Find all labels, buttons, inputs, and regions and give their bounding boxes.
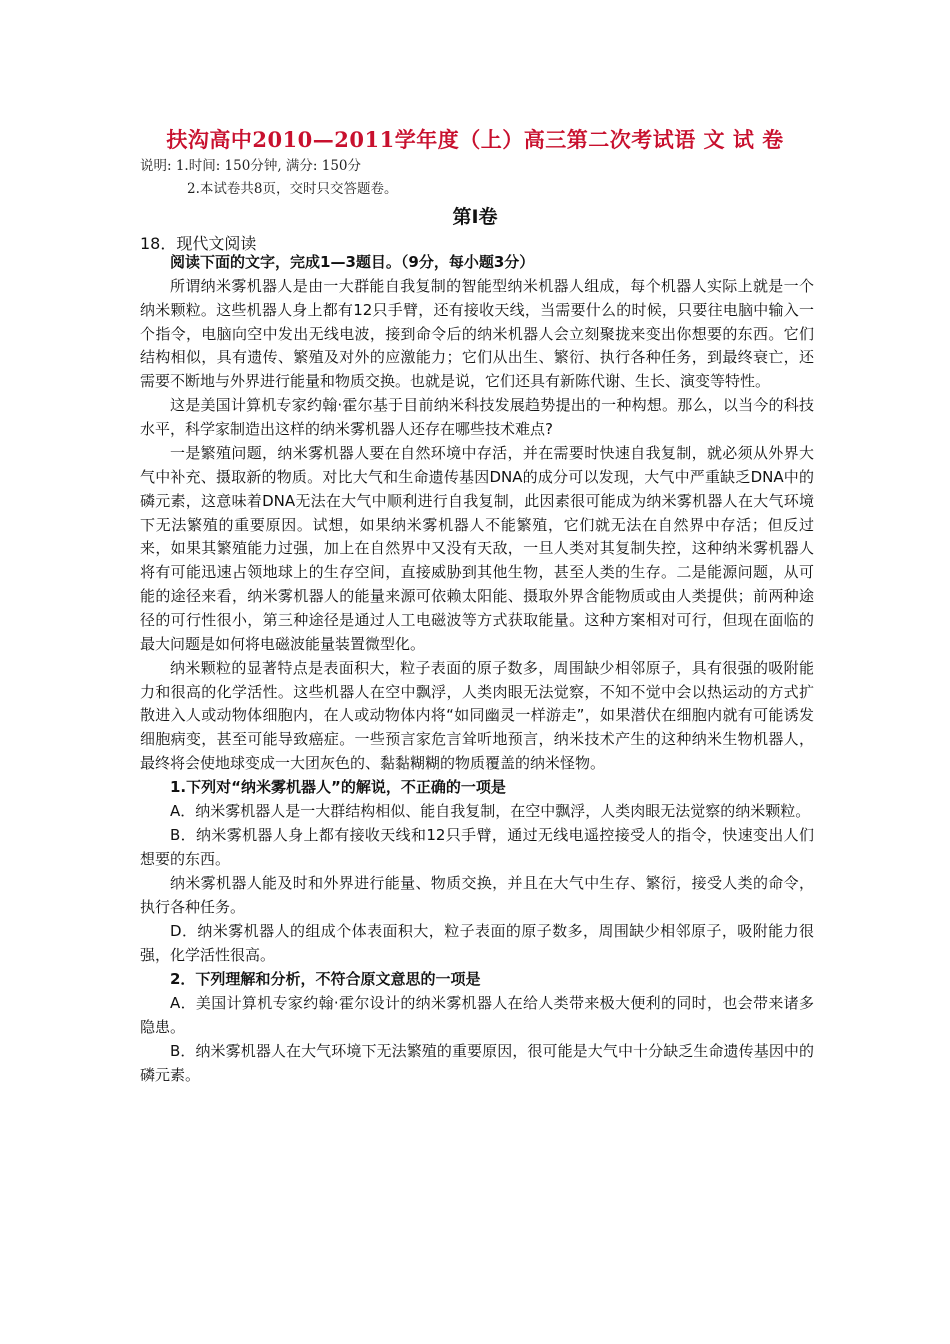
reading-instruction: 阅读下面的文字，完成1—3题目。（9分，每小题3分） [170,253,535,271]
question-stem: 1.下列对“纳米雾机器人”的解说，不正确的一项是 [170,778,506,797]
passage-paragraph: 所谓纳米雾机器人是由一大群能自我复制的智能型纳米机器人组成，每个机器人实际上就是一个纳米颗粒。这些机器人身上都有12只手臂，还有接收天线，当需要什么的时候，只要往电脑中输入一个指令，电脑向空中发出无线电波，接到命令后的纳米机器人会立刻聚拢来变出你想要的东西。它们结构相似，具有遗传、繁殖及对外的应激能力；它们从出生、繁衍、执行各种任务，到最终衰亡，还需要不断地与外界进行能量和物质交换。也就是说，它们还具有新陈代谢、生长、演变等特性。 [140,277,814,391]
passage-paragraph: 纳米颗粒的显著特点是表面积大，粒子表面的原子数多，周围缺少相邻原子，具有很强的吸附能力和很高的化学活性。这些机器人在空中飘浮，人类肉眼无法觉察，不知不觉中会以热运动的方式扩散进入人或动物体细胞内，在人或动物体内将“如同幽灵一样游走”，如果潜伏在细胞内就有可能诱发细胞病变，甚至可能导致癌症。一些预言家危言耸听地预言，纳米技术产生的这种纳米生物机器人，最终将会使地球变成一大团灰色的、黏黏糊糊的物质覆盖的纳米怪物。 [140,658,814,772]
question-option: 纳米雾机器人能及时和外界进行能量、物质交换，并且在大气中生存、繁衍，接受人类的命令，执行各种任务。 [140,874,814,916]
exam-title: 扶沟高中2010—2011学年度（上）高三第二次考试语 文 试 卷 [166,127,784,152]
section-heading: 18．现代文阅读 [140,234,257,253]
question-option: A．纳米雾机器人是一大群结构相似、能自我复制，在空中飘浮，人类肉眼无法觉察的纳米颗粒。 [170,802,811,821]
question-option: B．纳米雾机器人身上都有接收天线和12只手臂，通过无线电遥控接受人的指令，快速变出人们想要的东西。 [140,826,814,868]
volume-heading: 第Ⅰ卷 [452,206,498,228]
question-option: D．纳米雾机器人的组成个体表面积大，粒子表面的原子数多，周围缺少相邻原子，吸附能力很强，化学活性很高。 [140,921,814,964]
question-option: A．美国计算机专家约翰·霍尔设计的纳米雾机器人在给人类带来极大便利的同时，也会带来诸多隐患。 [140,993,814,1036]
passage-paragraph: 一是繁殖问题，纳米雾机器人要在自然环境中存活，并在需要时快速自我复制，就必须从外界大气中补充、摄取新的物质。对比大气和生命遗传基因DNA的成分可以发现，大气中严重缺乏DNA中的磷元素，这意味着DNA无法在大气中顺利进行自我复制，此因素很可能成为纳米雾机器人在大气环境下无法繁殖的重要原因。试想，如果纳米雾机器人不能繁殖，它们就无法在自然界中存活；但反过来，如果其繁殖能力过强，加上在自然界中又没有天敌，一旦人类对其复制失控，这种纳米雾机器人将有可能迅速占领地球上的生存空间，直接威胁到其他生物，甚至人类的生存。二是能源问题，从可能的途径来看，纳米雾机器人的能量来源可依赖太阳能、摄取外界含能物质或由人类提供；前两种途径的可行性很小，第三种途径是通过人工电磁波等方式获取能量。这种方案相对可行，但现在面临的最大问题是如何将电磁波能量装置微型化。 [140,444,814,653]
exam-note-pages: 2.本试卷共8页，交时只交答题卷。 [187,181,398,197]
question-option: B．纳米雾机器人在大气环境下无法繁殖的重要原因，很可能是大气中十分缺乏生命遗传基因中的磷元素。 [140,1041,814,1084]
exam-note-time: 说明: 1.时间: 150分钟, 满分: 150分 [140,158,362,174]
passage-paragraph: 这是美国计算机专家约翰·霍尔基于目前纳米科技发展趋势提出的一种构想。那么，以当今的科技水平，科学家制造出这样的纳米雾机器人还存在哪些技术难点? [140,396,814,439]
question-stem: 2．下列理解和分析，不符合原文意思的一项是 [170,969,481,988]
reading-passage [140,251,814,1088]
